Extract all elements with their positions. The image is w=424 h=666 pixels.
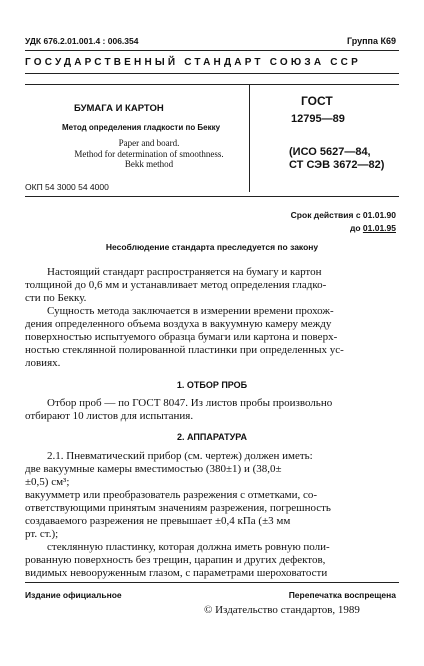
text-line: ловиях. [25, 357, 61, 369]
title-block-bottom-rule [25, 196, 399, 197]
title-en-line: Bekk method [124, 159, 174, 169]
title-en-line: Method for determination of smoothness. [74, 148, 224, 159]
gost-number: 12795—89 [291, 113, 345, 125]
text-line: стеклянную пластинку, которая должна иметь ровную поли- [47, 541, 330, 553]
text-line: дения определенного объема воздуха в вакуумную камеру между [25, 318, 332, 330]
text-line: ностью стеклянной полированной пластинки при определенных ус- [25, 344, 344, 356]
top-rule [25, 50, 399, 51]
copyright-notice: © Издательство стандартов, 1989 [204, 604, 360, 616]
section-1-heading: 1. ОТБОР ПРОБ [176, 380, 248, 390]
text-line: сти по Бекку. [25, 292, 87, 304]
text-line: вакуумметр или преобразователь разрежения с отметками, со- [25, 489, 318, 501]
validity-end-prefix: до [349, 223, 363, 233]
okp-code: ОКП 54 3000 54 4000 [25, 182, 109, 192]
iso-line: (ИСО 5627—84, [289, 146, 371, 158]
intro-paragraph-2 [25, 305, 399, 370]
gost-label: ГОСТ [301, 94, 333, 108]
text-line: Настоящий стандарт распространяется на бумагу и картон [47, 266, 322, 278]
text-line: толщиной до 0,6 мм и устанавливает метод определения гладко- [25, 279, 327, 291]
footer-rule [25, 582, 399, 583]
state-standard-title: ГОСУДАРСТВЕННЫЙ СТАНДАРТ СОЮЗА ССР [25, 57, 361, 68]
text-line: рованную поверхность без трещин, царапин и других дефектов, [25, 554, 326, 566]
title-block-divider [249, 84, 250, 192]
text-line: Отбор проб — по ГОСТ 8047. Из листов пробы произвольно [47, 397, 333, 409]
document-title-ru: БУМАГА И КАРТОН [74, 103, 164, 114]
validity-period [291, 209, 396, 235]
text-line: отбирают 10 листов для испытания. [25, 410, 194, 422]
title-en-line: Paper and board. [118, 138, 180, 148]
section-2-text [25, 450, 399, 580]
intro-paragraph-1 [25, 266, 399, 305]
iso-line: СТ СЭВ 3672—82) [289, 159, 385, 171]
section-2-heading: 2. АППАРАТУРА [177, 432, 247, 442]
text-line: ±0,5) см³; [25, 476, 70, 488]
text-line: ответствующими принятым значениям разрежения, погрешность [25, 502, 331, 514]
validity-end [291, 222, 396, 235]
validity-start: Срок действия с 01.01.90 [290, 210, 396, 220]
text-line: создаваемого разрежения не превышает ±0,4 кПа (±3 мм [25, 515, 291, 527]
text-line: две вакуумные камеры вместимостью (380±1) и (38,0± [25, 463, 282, 475]
violation-notice: Несоблюдение стандарта преследуется по закону [105, 242, 319, 252]
section-1-text [25, 397, 399, 423]
udk-code: УДК 676.2.01.001.4 : 006.354 [25, 36, 139, 46]
text-line: Сущность метода заключается в измерении времени прохож- [47, 305, 334, 317]
text-line: видимых невооруженным глазом, с параметрами шероховатости [25, 567, 328, 579]
title-rule [25, 73, 399, 74]
text-line: 2.1. Пневматический прибор (см. чертеж) должен иметь: [47, 450, 313, 462]
title-block-top-rule [25, 84, 399, 85]
official-edition-label: Издание официальное [25, 590, 122, 600]
reprint-prohibited-label: Перепечатка воспрещена [288, 590, 396, 600]
iso-reference [289, 146, 384, 172]
document-subtitle-ru: Метод определения гладкости по Бекку [62, 123, 221, 132]
validity-end-date: 01.01.95 [362, 223, 396, 233]
text-line: рт. ст.); [25, 528, 59, 540]
group-code: Группа К69 [346, 36, 396, 46]
document-title-en [58, 138, 240, 170]
text-line: поверхностью испытуемого образца бумаги или картона и поверх- [25, 331, 338, 343]
